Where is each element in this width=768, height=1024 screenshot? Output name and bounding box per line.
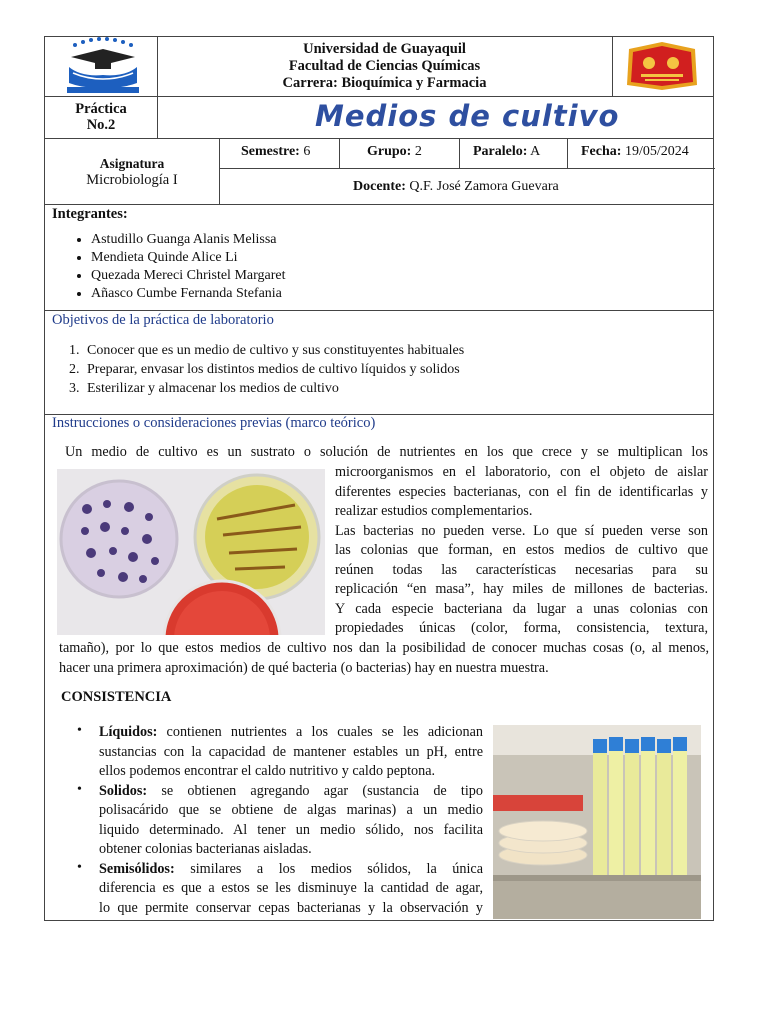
header-titles xyxy=(157,41,612,92)
item-text: se obtienen agregando agar (sustancia de tipo xyxy=(161,782,483,799)
list-item: 2. Preparar, envasar los distintos medios de cultivo líquidos y solidos xyxy=(83,360,464,379)
document-page xyxy=(44,36,714,921)
wrap-line: Las bacterias no pueden verse. Lo que sí pueden verse son xyxy=(335,522,708,539)
semester-label: Semestre: xyxy=(241,144,300,159)
university-logo xyxy=(61,37,145,95)
wrap-line: replicación “en masa”, hay miles de millones de bacterias. xyxy=(335,581,708,597)
date-label: Fecha: xyxy=(581,144,622,159)
university-name: Universidad de Guayaquil xyxy=(303,41,466,57)
list-item: • Astudillo Guanga Alanis Melissa xyxy=(91,231,286,249)
wrap-line: realizar estudios complementarios. xyxy=(335,503,533,519)
wrap-line: Y cada especie bacteriana da lugar a unas colonias con xyxy=(335,600,708,617)
wrap-line: propiedades únicas (color, forma, consistencia, textura, xyxy=(335,620,708,636)
wrap-line: microorganismos en el laboratorio, con el objeto de aislar xyxy=(335,464,708,480)
group-cell xyxy=(367,144,422,160)
subject-value: Microbiología I xyxy=(86,172,178,188)
wrap-line: las colonias que forman, en estos medios de cultivo que xyxy=(335,542,708,558)
wrap-line: reúnen todas las características necesarias para su xyxy=(335,561,708,578)
wrap-text xyxy=(335,463,708,639)
objectives-row xyxy=(45,311,713,415)
faculty-seal xyxy=(625,41,699,91)
item-line: polisacárido que se obtiene de algas marinas) a un medio xyxy=(99,802,483,818)
date-cell xyxy=(581,144,689,160)
item-text: contienen nutrientes a los cuales se les adicionan xyxy=(166,724,483,740)
intro-line: Un medio de cultivo es un sustrato o solución de nutrientes en los que crece y se multiplican los xyxy=(65,444,708,460)
item-term: Líquidos: xyxy=(99,724,158,740)
group-value: 2 xyxy=(414,144,422,159)
objectives-heading: Objetivos de la práctica de laboratorio xyxy=(52,312,274,328)
wrap-line: diferentes especies bacterianas, con el fin de identificarlas y xyxy=(335,483,708,500)
list-item: 1. Conocer que es un medio de cultivo y sus constituyentes habituales xyxy=(83,341,464,360)
item-line: ellos podemos encontrar el caldo nutritivo y caldo peptona. xyxy=(99,763,436,779)
parallel-value: A xyxy=(530,144,541,159)
item-line: lo que permite conservar cepas bacterianas y la observación y xyxy=(99,899,483,916)
bullet: • xyxy=(77,781,82,797)
practice-label xyxy=(45,101,157,133)
item-line xyxy=(99,723,483,743)
course-row xyxy=(45,139,713,205)
parallel-label: Paralelo: xyxy=(473,144,528,159)
list-item xyxy=(59,782,483,860)
instructions-heading: Instrucciones o consideraciones previas (marco teórico) xyxy=(52,415,376,431)
parallel-cell xyxy=(473,144,540,160)
practice-label-line1: Práctica xyxy=(75,101,127,117)
date-value: 19/05/2024 xyxy=(624,144,689,159)
teacher-cell xyxy=(353,179,559,195)
group-label: Grupo: xyxy=(367,144,412,159)
practice-row xyxy=(45,97,713,139)
full-line: hacer una primera aproximación) de qué bacteria (o bacterias) hay en nuestra muestra. xyxy=(59,660,549,676)
list-item: • Quezada Mereci Christel Margaret xyxy=(91,267,286,285)
item-line: liquido determinado. Al tener un medio sólido, nos facilita xyxy=(99,821,483,838)
item-text: similares a los medios sólidos, la única xyxy=(190,860,484,877)
item-line: sustancias con la capacidad de mantener estables un pH, entre xyxy=(99,743,483,760)
list-item xyxy=(59,860,483,919)
teacher-label: Docente: xyxy=(353,179,406,194)
item-line xyxy=(99,860,483,880)
petri-dishes-photo xyxy=(57,469,325,635)
item-line: diferencia es que a estos se les disminuye la cantidad de agar, xyxy=(99,880,483,896)
header-row xyxy=(45,37,713,97)
bullet: • xyxy=(77,723,82,738)
practice-title: Medios de cultivo xyxy=(315,99,620,133)
consistency-heading: CONSISTENCIA xyxy=(61,689,172,705)
members-heading: Integrantes: xyxy=(52,206,128,222)
item-term: Semisólidos: xyxy=(99,860,175,877)
full-line: tamaño), por lo que estos medios de cultivo nos dan la posibilidad de conocer muchas cosas (o, al menos, xyxy=(59,640,709,656)
members-list xyxy=(45,231,286,303)
list-item: 3. Esterilizar y almacenar los medios de cultivo xyxy=(83,379,464,398)
practice-number: No.2 xyxy=(86,117,116,133)
culture-media-tubes-photo xyxy=(493,725,701,919)
subject-label: Asignatura xyxy=(99,156,165,171)
teacher-value: Q.F. José Zamora Guevara xyxy=(409,179,559,194)
objectives-list xyxy=(45,341,464,398)
bullet: • xyxy=(77,859,82,875)
semester-value: 6 xyxy=(303,144,311,159)
list-item: • Mendieta Quinde Alice Li xyxy=(91,249,286,267)
consistency-list xyxy=(59,723,483,918)
instructions-section xyxy=(45,415,713,920)
list-item xyxy=(59,723,483,782)
list-item: • Añasco Cumbe Fernanda Stefania xyxy=(91,285,286,303)
members-row xyxy=(45,205,713,311)
faculty-name: Facultad de Ciencias Químicas xyxy=(288,58,481,74)
item-line: obtener colonias bacterianas aisladas. xyxy=(99,841,312,857)
semester-cell xyxy=(241,144,310,160)
item-term: Solidos: xyxy=(99,782,148,799)
career-name: Carrera: Bioquímica y Farmacia xyxy=(282,75,487,91)
item-line xyxy=(99,782,483,802)
subject-cell xyxy=(45,155,219,189)
